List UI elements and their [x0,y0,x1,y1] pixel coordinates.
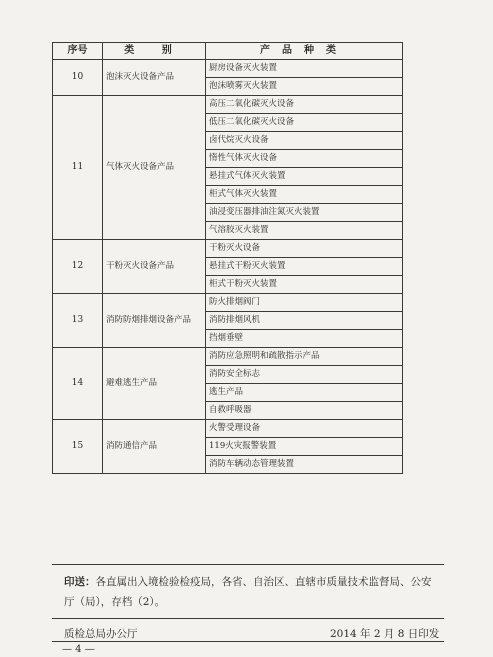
row-number: 13 [53,294,103,348]
product-cell: 消防应急照明和疏散指示产品 [206,348,403,366]
product-cell: 消防车辆动态管理装置 [206,456,403,474]
product-cell: 悬挂式气体灭火装置 [206,168,403,186]
category-cell: 消防通信产品 [103,420,206,474]
table-row [53,348,403,366]
product-cell: 自救呼吸器 [206,402,403,420]
product-cell: 防火排烟阀门 [206,294,403,312]
product-cell: 低压二氧化碳灭火设备 [206,114,403,132]
cc-text: 各直属出入境检验检疫局，各省、自治区、直辖市质量技术监督局、公安厅（局），存档（2）。 [64,576,432,608]
header-number: 序号 [53,43,103,60]
row-number: 10 [53,60,103,96]
product-cell: 泡沫喷雾灭火装置 [206,78,403,96]
distribution-note [64,572,434,612]
footer-middle-rule [52,618,444,619]
product-cell: 火警受理设备 [206,420,403,438]
product-cell: 悬挂式干粉灭火装置 [206,258,403,276]
product-cell: 高压二氧化碳灭火设备 [206,96,403,114]
product-cell: 消防安全标志 [206,366,403,384]
category-cell: 干粉灭火设备产品 [103,240,206,294]
table-row [53,420,403,438]
row-number: 11 [53,96,103,240]
product-cell: 挡烟垂壁 [206,330,403,348]
footer-top-rule [52,564,444,565]
product-cell: 卤代烷灭火设备 [206,132,403,150]
issue-date: 2014 年 2 月 8 日印发 [330,628,440,640]
category-cell: 气体灭火设备产品 [103,96,206,240]
table-header-row [53,43,403,60]
product-cell: 柜式干粉灭火装置 [206,276,403,294]
row-number: 15 [53,420,103,474]
product-cell: 消防排烟风机 [206,312,403,330]
product-cell: 气溶胶灭火装置 [206,222,403,240]
page-number: — 4 — [62,644,95,655]
table-row [53,60,403,78]
category-cell: 泡沫灭火设备产品 [103,60,206,96]
product-cell: 惰性气体灭火设备 [206,150,403,168]
product-cell: 柜式气体灭火装置 [206,186,403,204]
product-cell: 油浸变压器排油注氮灭火装置 [206,204,403,222]
header-category: 类 别 [103,43,206,60]
product-cell: 逃生产品 [206,384,403,402]
category-cell: 消防防烟排烟设备产品 [103,294,206,348]
product-cell: 干粉灭火设备 [206,240,403,258]
table-row [53,294,403,312]
footer-bottom-rule [52,641,444,642]
table-body [53,60,403,474]
product-category-table [52,42,403,474]
category-cell: 避难逃生产品 [103,348,206,420]
table-row [53,96,403,114]
row-number: 14 [53,348,103,420]
product-cell: 119火灾报警装置 [206,438,403,456]
cc-label: 印送： [64,576,96,588]
table-row [53,240,403,258]
header-products: 产品种类 [206,43,403,60]
product-cell: 厨房设备灭火装置 [206,60,403,78]
issuing-office: 质检总局办公厅 [64,628,138,640]
row-number: 12 [53,240,103,294]
